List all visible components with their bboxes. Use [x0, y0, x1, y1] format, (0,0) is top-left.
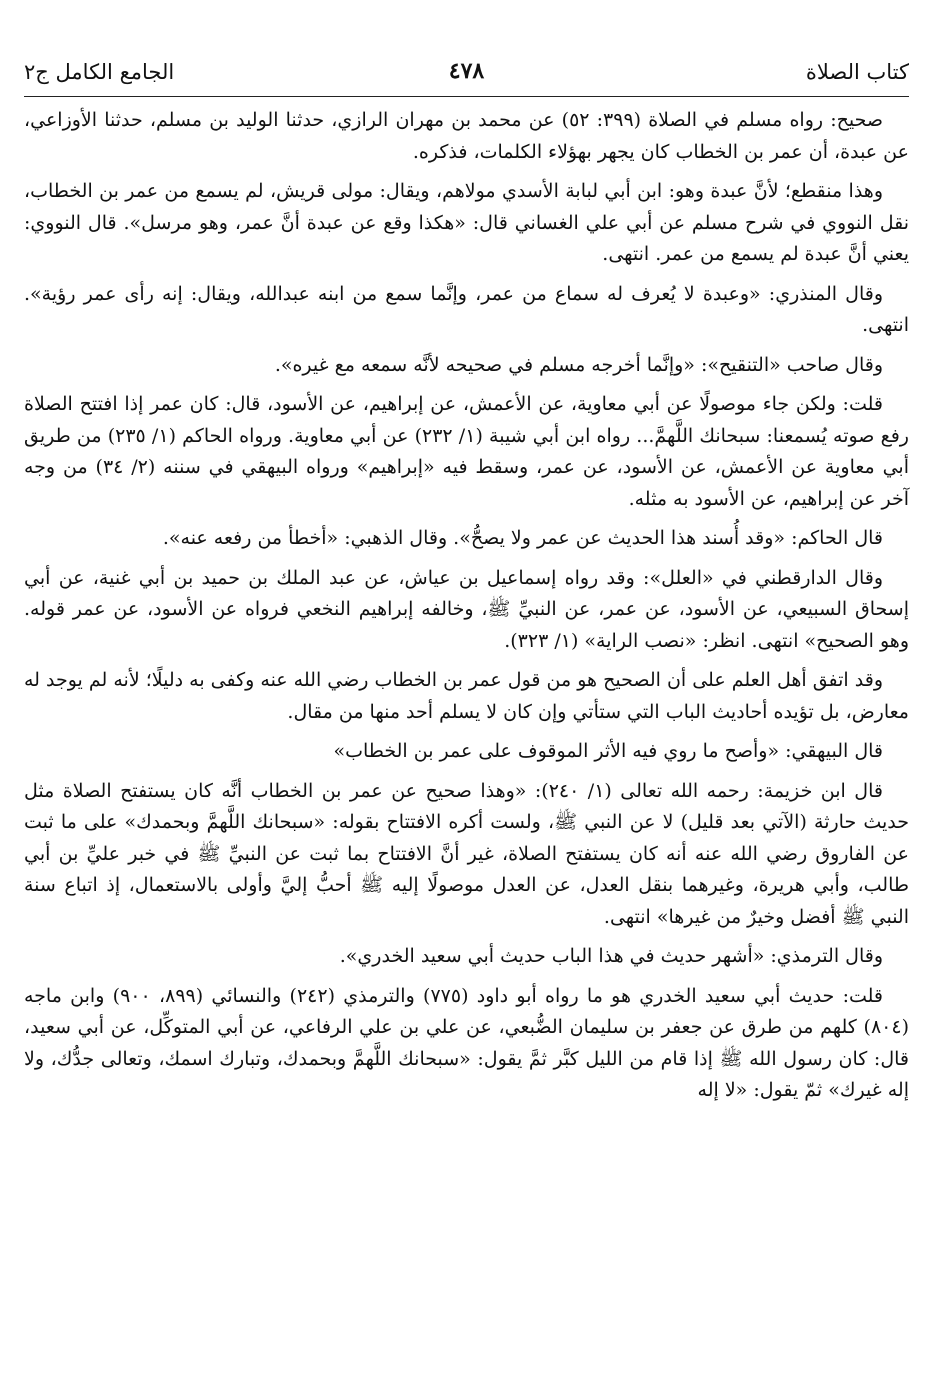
page-body — [24, 97, 909, 1107]
paragraph-2: وهذا منقطع؛ لأنَّ عبدة وهو: ابن أبي لبابة الأسدي مولاهم، ويقال: مولى قريش، لم يسمع من عمر بن الخطاب، نقل النووي في شرح مسلم عن أبي علي الغساني قال: «هكذا وقع عن عبدة أنَّ عمر، وهو مرسل». قال النووي: يعني أنَّ عبدة لم يسمع من عمر. انتهى. — [24, 180, 909, 265]
paragraph-5: قلت: ولكن جاء موصولًا عن أبي معاوية، عن الأعمش، عن إبراهيم، عن الأسود، قال: كان عمر إذا افتتح الصلاة رفع صوته يُسمعنا: سبحانك اللَّهمَّ... رواه ابن أبي شيبة (١/ ٢٣٢) عن أبي معاوية. ورواه الحاكم (١/ ٢٣٥) من طريق أبي معاوية عن الأعمش، عن الأسود، عن عمر، وسقط فيه «إبراهيم» ورواه البيهقي في سننه (٢/ ٣٤) من وجه آخر عن إبراهيم، عن الأسود به مثله. — [24, 393, 909, 510]
paragraph-9: قال البيهقي: «وأصح ما روي فيه الأثر الموقوف على عمر بن الخطاب» — [333, 740, 883, 762]
paragraph-4: وقال صاحب «التنقيح»: «وإنَّما أخرجه مسلم في صحيحه لأنَّه سمعه مع غيره». — [274, 353, 883, 376]
paragraph-3: وقال المنذري: «وعبدة لا يُعرف له سماع من عمر، وإنَّما سمع من ابنه عبدالله، ويقال: إنه رأى عمر رؤية». انتهى. — [24, 282, 909, 336]
book-page — [24, 52, 909, 1115]
page-header — [24, 52, 909, 97]
chapter-title: كتاب الصلاة — [805, 60, 909, 84]
page-number: ٤٧٨ — [448, 58, 485, 84]
paragraph-1: صحيح: رواه مسلم في الصلاة (٣٩٩: ٥٢) عن محمد بن مهران الرازي، حدثنا الوليد بن مسلم، حدثنا الأوزاعي، عن عبدة، أن عمر بن الخطاب كان يجهر بهؤلاء الكلمات، فذكره. — [24, 109, 909, 163]
book-title: الجامع الكامل ج٢ — [24, 60, 175, 84]
paragraph-7: وقال الدارقطني في «العلل»: وقد رواه إسماعيل بن عياش، عن عبد الملك بن حميد بن أبي غنية، عن أبي إسحاق السبيعي، عن الأسود، عن عمر، عن النبيِّ ﷺ، وخالفه إبراهيم النخعي فرواه عن الأسود، عن عمر قوله. وهو الصحيح» انتهى. انظر: «نصب الراية» (١/ ٣٢٣). — [24, 566, 909, 652]
paragraph-11: وقال الترمذي: «أشهر حديث في هذا الباب حديث أبي سعيد الخدري». — [339, 945, 883, 967]
paragraph-10: قال ابن خزيمة: رحمه الله تعالى (١/ ٢٤٠): «وهذا صحيح عن عمر بن الخطاب أنَّه كان يستفتح الصلاة مثل حديث حارثة (الآتي بعد قليل) لا عن النبي ﷺ، ولست أكره الافتتاح بقوله: «سبحانك اللَّهمَّ وبحمدك» على ما ثبت عن الفاروق رضي الله عنه أنه كان يستفتح الصلاة، غير أنَّ الافتتاح بما ثبت عن النبيِّ ﷺ في خبر عليِّ بن أبي طالب، وأبي هريرة، وغيرهما بنقل العدل، عن العدل موصولًا إليه ﷺ أحبُّ إليَّ وأولى بالاستعمال، إذ اتباع سنة النبي ﷺ أفضل وخيرٌ من غيرها» انتهى. — [24, 779, 909, 928]
paragraph-8: وقد اتفق أهل العلم على أن الصحيح هو من قول عمر بن الخطاب رضي الله عنه وكفى به دليلًا؛ لأنه لم يوجد له معارض، بل تؤيده أحاديث الباب التي ستأتي وإن كان لا يسلم أحد منها من مقال. — [24, 669, 909, 723]
paragraph-6: قال الحاكم: «وقد أُسند هذا الحديث عن عمر ولا يصحُّ». وقال الذهبي: «أخطأ من رفعه عنه». — [162, 527, 883, 549]
paragraph-12: قلت: حديث أبي سعيد الخدري هو ما رواه أبو داود (٧٧٥) والترمذي (٢٤٢) والنسائي (٨٩٩، ٩٠٠) وابن ماجه (٨٠٤) كلهم من طرق عن جعفر بن سليمان الضُّبعي، عن علي بن علي الرفاعي، عن أبي المتوكِّل، عن أبي سعيد، قال: كان رسول الله ﷺ إذا قام من الليل كبَّر ثمَّ يقول: «سبحانك اللَّهمَّ وبحمدك، وتبارك اسمك، وتعالى جدُّك، ولا إله غيرك» ثمّ يقول: «لا إله — [24, 984, 909, 1101]
